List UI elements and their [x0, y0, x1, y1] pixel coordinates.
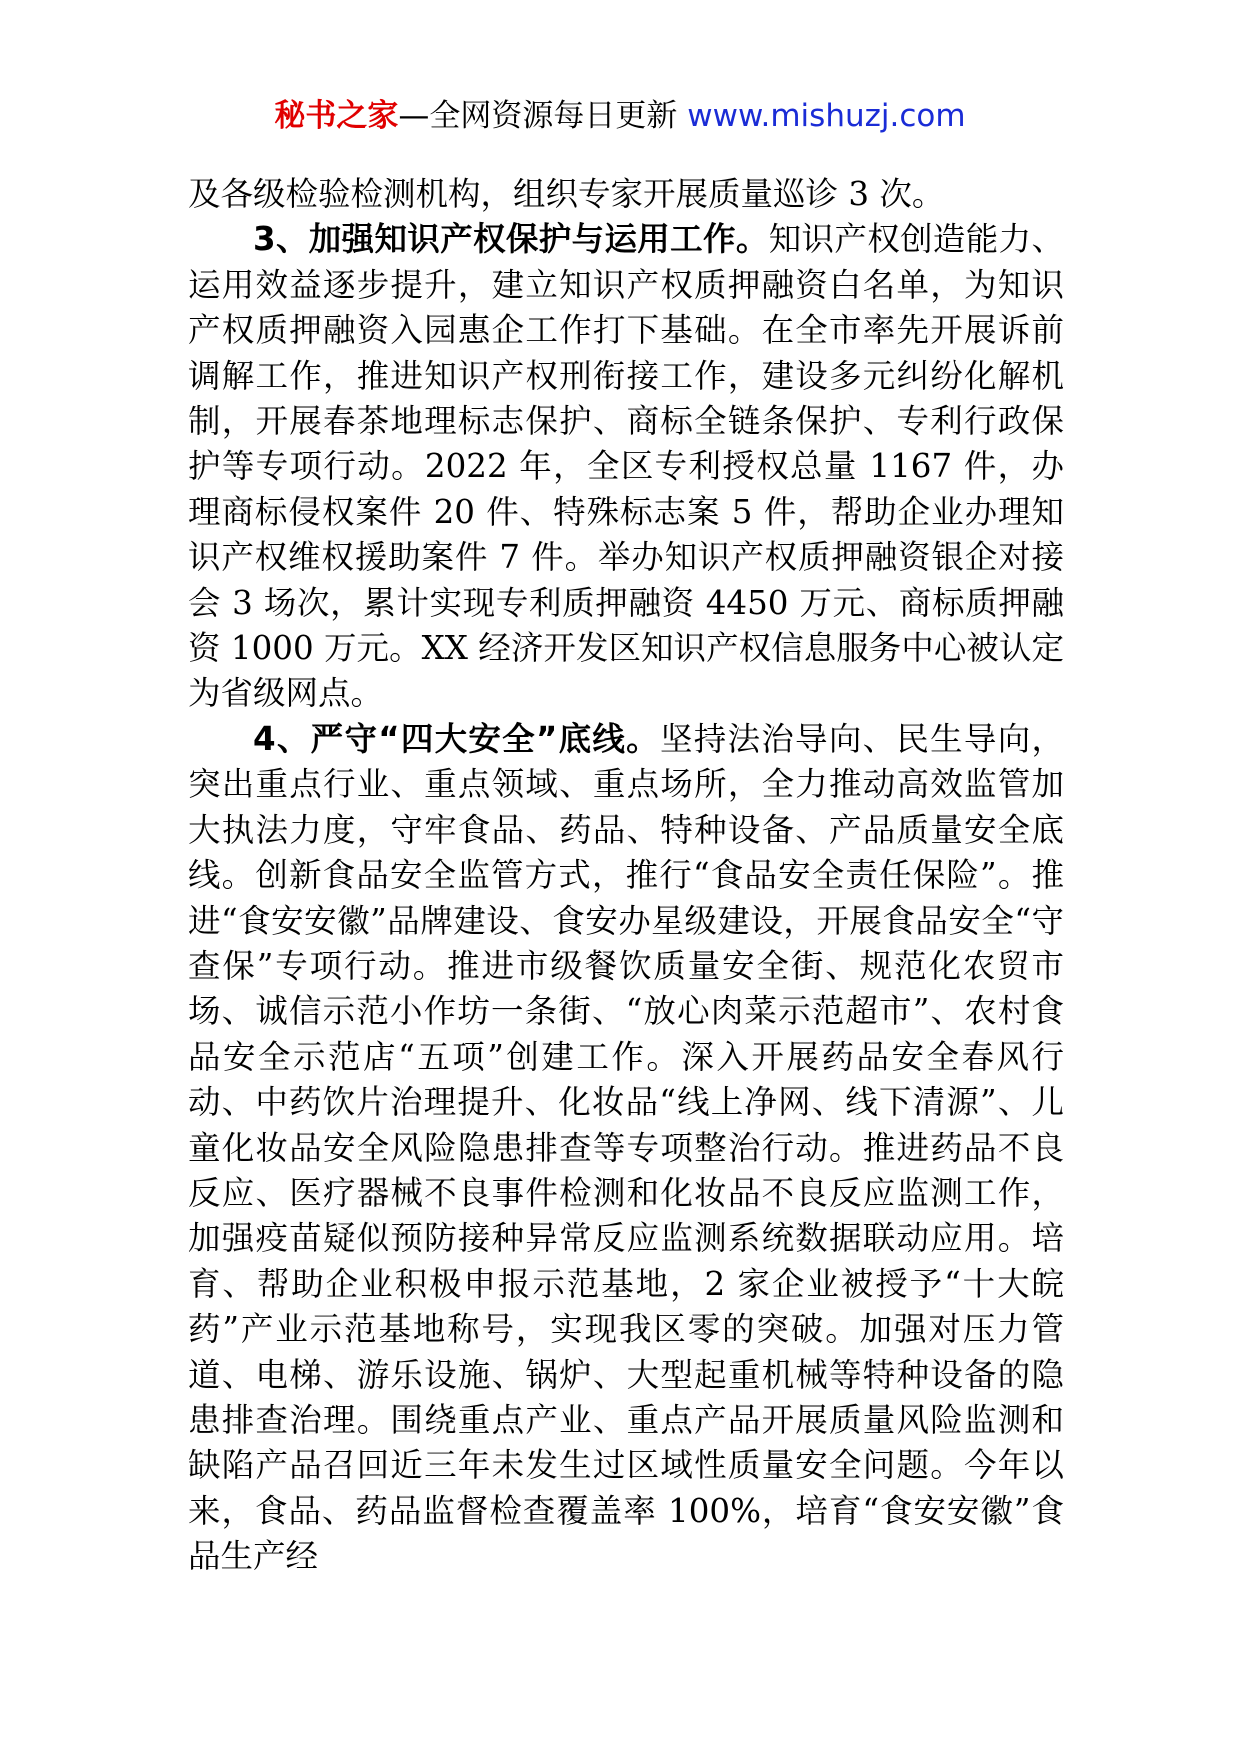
paragraph-ip-protection: [188, 217, 1064, 716]
paragraph-four-safety: [188, 717, 1064, 1580]
paragraph-text: 知识产权创造能力、运用效益逐步提升，建立知识产权质押融资白名单，为知识产权质押融资入园惠企工作打下基础。在全市率先开展诉前调解工作，推进知识产权刑衔接工作，建设多元纠纷化解机制，开展春茶地理标志保护、商标全链条保护、专利行政保护等专项行动。2022 年，全区专利授权总量 1167 件，办理商标侵权案件 20 件、特殊标志案 5 件，帮助企业办理知识产权维权援助案件 7 件。举办知识产权质押融资银企对接会 3 场次，累计实现专利质押融资 4450 万元、商标质押融资 1000 万元。XX 经济开发区知识产权信息服务中心被认定为省级网点。: [188, 220, 1064, 713]
page-header: [0, 98, 1240, 135]
document-body: [188, 172, 1064, 1580]
brand-name: 秘书之家: [274, 98, 399, 134]
paragraph-text: 坚持法治导向、民生导向，突出重点行业、重点领域、重点场所，全力推动高效监管加大执法力度，守牢食品、药品、特种设备、产品质量安全底线。创新食品安全监管方式，推行“食品安全责任保险”。推进“食安安徽”品牌建设、食安办星级建设，开展食品安全“守查保”专项行动。推进市级餐饮质量安全街、规范化农贸市场、诚信示范小作坊一条街、“放心肉菜示范超市”、农村食品安全示范店“五项”创建工作。深入开展药品安全春风行动、中药饮片治理提升、化妆品“线上净网、线下清源”、儿童化妆品安全风险隐患排查等专项整治行动。推进药品不良反应、医疗器械不良事件检测和化妆品不良反应监测工作，加强疫苗疑似预防接种异常反应监测系统数据联动应用。培育、帮助企业积极申报示范基地，2 家企业被授予“十大皖药”产业示范基地称号，实现我区零的突破。加强对压力管道、电梯、游乐设施、锅炉、大型起重机械等特种设备的隐患排查治理。围绕重点产业、重点产品开展质量风险监测和缺陷产品召回近三年未发生过区域性质量安全问题。今年以来，食品、药品监督检查覆盖率 100%，培育“食安安徽”食品生产经: [188, 719, 1064, 1576]
section-heading: 3、加强知识产权保护与运用工作。: [253, 220, 769, 259]
header-slogan: —全网资源每日更新: [398, 98, 678, 134]
paragraph-text: 及各级检验检测机构，组织专家开展质量巡诊 3 次。: [188, 175, 945, 213]
website-link[interactable]: www.mishuzj.com: [687, 98, 966, 134]
section-heading: 4、严守“四大安全”底线。: [253, 719, 660, 758]
paragraph-continuation: [188, 172, 1064, 217]
